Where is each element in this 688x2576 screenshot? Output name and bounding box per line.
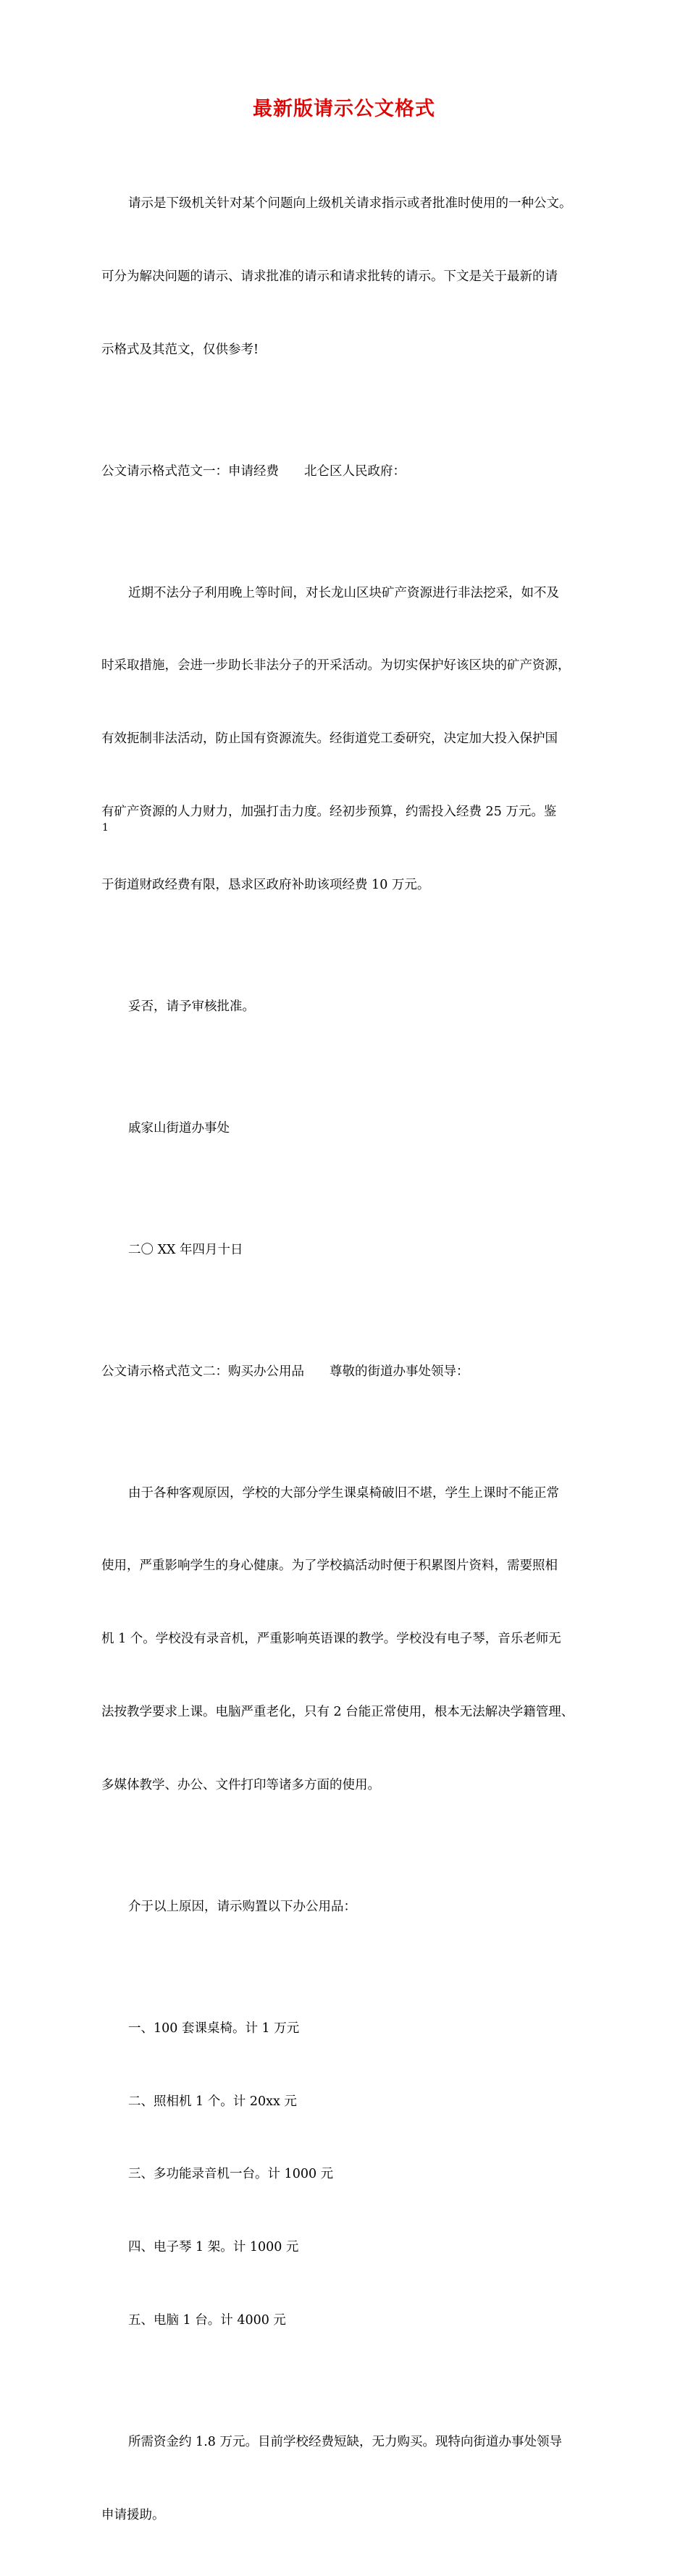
sample1-signature: [101, 1068, 601, 1190]
text-line: 有效扼制非法活动，防止国有资源流失。经街道党工委研究，决定加大投入保护国: [101, 731, 558, 747]
text-line: 近期不法分子利用晚上等时间，对长龙山区块矿产资源进行非法挖采，如不及: [128, 585, 559, 600]
text-line: 法按教学要求上课。电脑严重老化，只有 2 台能正常使用，根本无法解决学籍管理、: [101, 1705, 574, 1719]
text-line: 所需资金约 1.8 万元。目前学校经费短缺，无力购买。现特向街道办事处领导: [128, 2434, 562, 2449]
text-line: 公文请示格式范文一：申请经费 北仑区人民政府：: [101, 463, 406, 479]
text-line: 示格式及其范文，仅供参考!: [101, 342, 259, 357]
document-body: [101, 143, 601, 2576]
text-line: 时采取措施，会进一步助长非法分子的开采活动。为切实保护好该区块的矿产资源，: [101, 658, 571, 674]
text-line: 公文请示格式范文二：购买办公用品 尊敬的街道办事处领导：: [101, 1364, 469, 1379]
sample1-date: [101, 1190, 601, 1312]
text-line: 机 1 个。学校没有录音机，严重影响英语课的教学。学校没有电子琴，音乐老师无: [101, 1632, 561, 1647]
text-line: 二〇 XX 年四月十日: [128, 1242, 243, 1257]
list-item: 二、照相机 1 个。计 20xx 元: [128, 2094, 297, 2109]
sample2-closing-paragraph: [101, 2382, 601, 2576]
text-line: 多媒体教学、办公、文件打印等诸多方面的使用。: [101, 1777, 380, 1792]
list-item: 一、100 套课桌椅。计 1 万元: [128, 2021, 300, 2036]
list-item: 五、电脑 1 台。计 4000 元: [128, 2312, 286, 2328]
document-title: 最新版请示公文格式: [253, 98, 435, 120]
intro-paragraph: [101, 143, 601, 411]
sample1-paragraph: [101, 533, 601, 947]
text-line: 使用，严重影响学生的身心健康。为了学校搞活动时便于积累图片资料，需要照相: [101, 1558, 558, 1574]
page-number: 1: [102, 822, 109, 834]
sample2-list-intro: [101, 1847, 601, 1968]
text-line: 于街道财政经费有限，恳求区政府补助该项经费 10 万元。: [101, 877, 430, 892]
text-line: 由于各种客观原因，学校的大部分学生课桌椅破旧不堪，学生上课时不能正常: [128, 1485, 559, 1501]
sample1-heading: [101, 411, 601, 533]
sample2-heading: [101, 1312, 601, 1433]
text-line: 妥否，请予审核批准。: [128, 999, 255, 1014]
text-line: 可分为解决问题的请示、请求批准的请示和请求批转的请示。下文是关于最新的请: [101, 269, 558, 284]
sample2-paragraph: [101, 1432, 601, 1846]
text-line: 申请援助。: [101, 2507, 165, 2522]
text-line: 请示是下级机关针对某个问题向上级机关请求指示或者批准时使用的一种公文。: [128, 196, 572, 211]
purchase-list: [101, 1968, 601, 2382]
text-line: 有矿产资源的人力财力，加强打击力度。经初步预算，约需投入经费 25 万元。鉴: [101, 805, 557, 820]
list-item: 三、多功能录音机一台。计 1000 元: [128, 2167, 334, 2182]
sample1-closing: [101, 947, 601, 1068]
text-line: 介于以上原因，请示购置以下办公用品：: [128, 1899, 356, 1914]
text-line: 戚家山街道办事处: [128, 1120, 230, 1136]
list-item: 四、电子琴 1 架。计 1000 元: [128, 2240, 299, 2255]
